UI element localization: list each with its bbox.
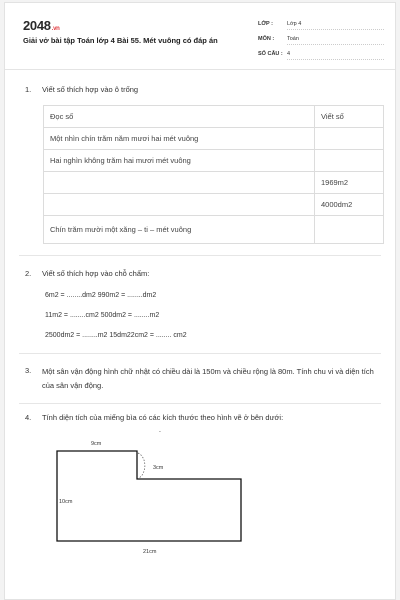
question-number: 2. (25, 269, 32, 278)
exercise-line: 6m2 = ........dm2 990m2 = ........dm2 (45, 292, 157, 299)
question-prompt: Viết số thích hợp vào ô trống (42, 85, 139, 94)
section-divider (19, 353, 381, 354)
question-number: 4. (25, 413, 32, 422)
worksheet-page (4, 2, 396, 600)
table-cell[interactable] (315, 128, 384, 150)
exercise-line: 11m2 = ........cm2 500dm2 = ........m2 (45, 312, 160, 319)
table-cell[interactable] (315, 150, 384, 172)
table-row (44, 172, 384, 194)
dash-mark: - (159, 429, 161, 435)
table-header-row (44, 106, 384, 128)
label-left: 10cm (59, 499, 73, 505)
label-bottom: 21cm (143, 549, 157, 555)
table-cell[interactable] (315, 216, 384, 244)
table-row (44, 216, 384, 244)
question-prompt: Viết số thích hợp vào chỗ chấm: (42, 269, 150, 278)
label-notch: 3cm (153, 465, 164, 471)
section-divider (19, 403, 381, 404)
meta-count-key: SỐ CÂU : (258, 51, 283, 57)
page-title: Giải vở bài tập Toán lớp 4 Bài 55. Mét vuông có đáp án (23, 36, 218, 45)
question-number: 1. (25, 85, 32, 94)
meta-divider (287, 29, 384, 30)
question-number: 3. (25, 366, 32, 375)
exercise-line: 2500dm2 = ........m2 15dm22cm2 = ........ cm2 (45, 332, 187, 339)
table-cell: 1969m2 (315, 172, 384, 194)
answer-table (43, 105, 384, 244)
meta-subject-value: Toán (287, 36, 299, 42)
table-row (44, 194, 384, 216)
column-header: Viết số (315, 106, 384, 128)
column-header: Đọc số (44, 106, 315, 128)
shape-outline (57, 451, 241, 541)
table-row (44, 128, 384, 150)
meta-divider (287, 44, 384, 45)
meta-subject-key: MÔN : (258, 36, 275, 42)
table-cell[interactable] (44, 194, 315, 216)
meta-divider (287, 59, 384, 60)
table-row (44, 150, 384, 172)
table-cell[interactable] (44, 172, 315, 194)
header-divider (5, 69, 395, 70)
question-prompt: Tính diện tích của miếng bìa có các kích thước theo hình vẽ ở bên dưới: (42, 413, 284, 422)
shape-figure (45, 433, 255, 553)
question-3-text: Một sân vận động hình chữ nhật có chiều dài là 150m và chiều rộng là 80m. Tính chu vi và diện tích của sân vận động. (42, 367, 374, 390)
label-top: 9cm (91, 441, 102, 447)
meta-class-value: Lớp 4 (287, 21, 302, 27)
meta-class-key: LỚP : (258, 21, 273, 27)
table-cell: 4000dm2 (315, 194, 384, 216)
notch-arc (138, 453, 145, 478)
meta-count-value: 4 (287, 51, 291, 57)
table-cell: Một nhìn chín trăm năm mươi hai mét vuông (44, 128, 315, 150)
logo-suffix: .vn (51, 26, 60, 32)
logo-text: 2048 (23, 18, 51, 33)
section-divider (19, 255, 381, 256)
table-cell: Chín trăm mười một xăng – ti – mét vuông (44, 216, 315, 244)
table-cell: Hai nghìn không trăm hai mươi mét vuông (44, 150, 315, 172)
site-logo[interactable] (23, 18, 60, 33)
